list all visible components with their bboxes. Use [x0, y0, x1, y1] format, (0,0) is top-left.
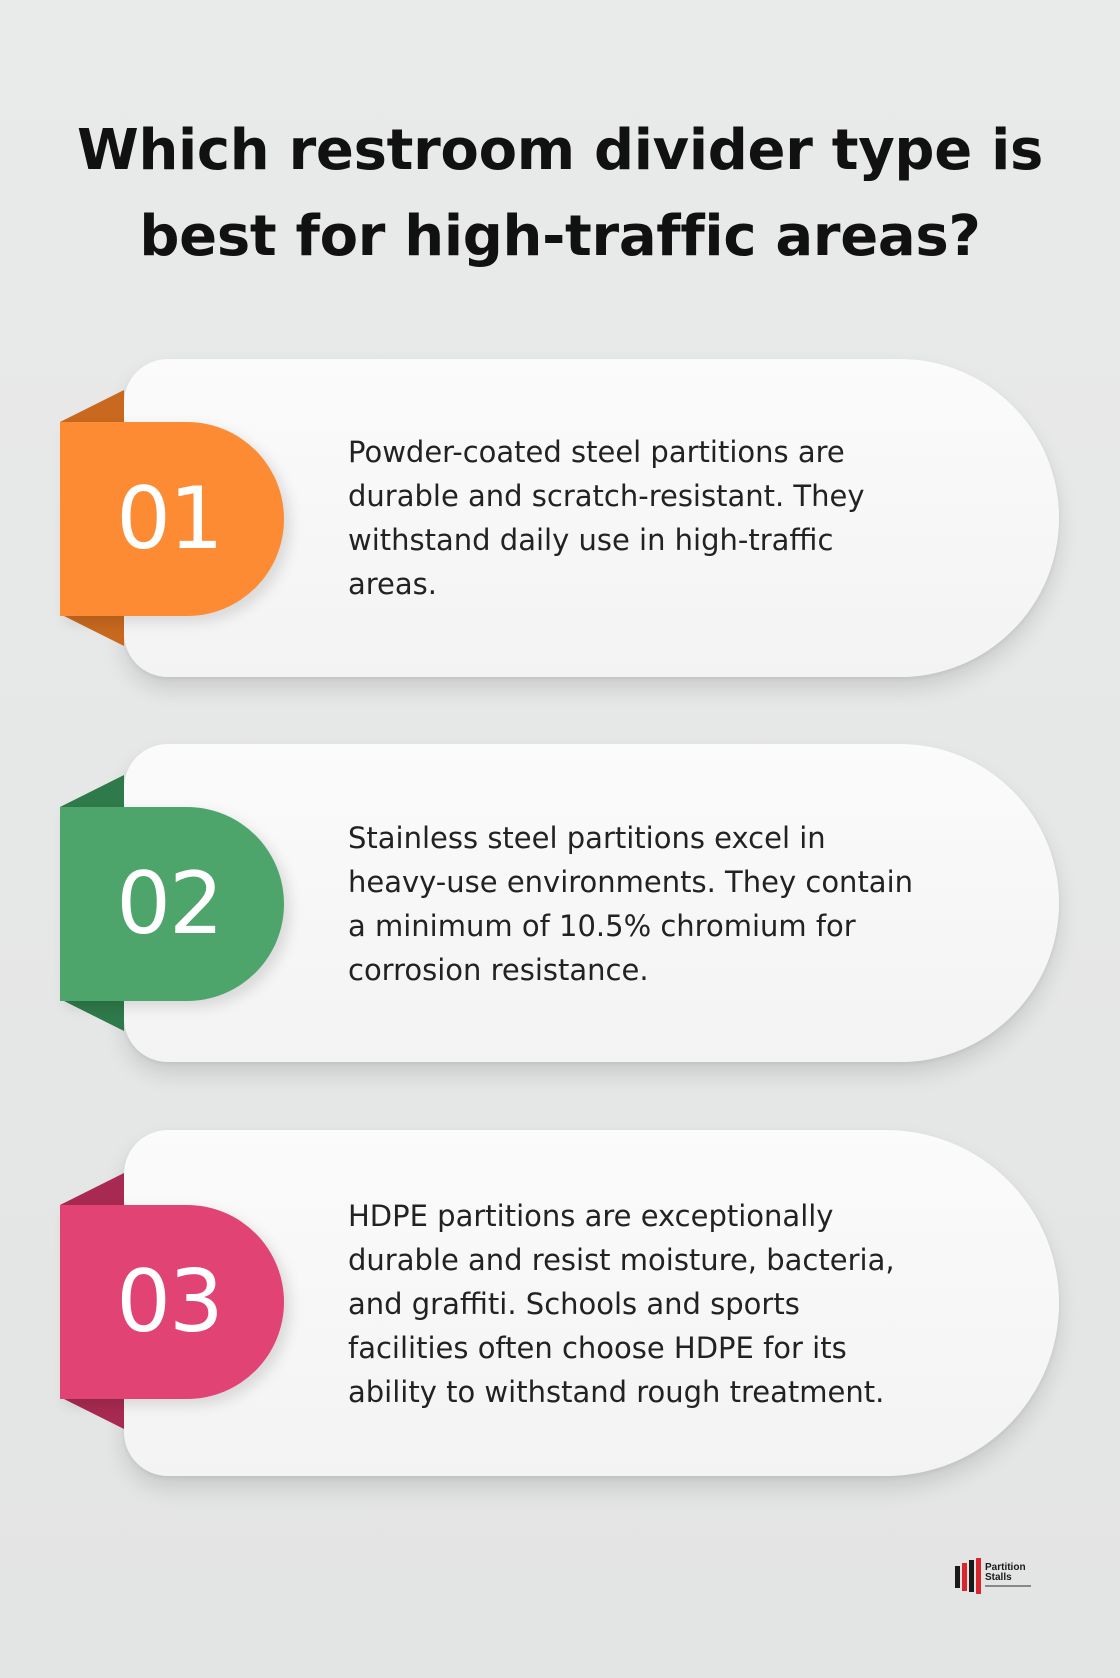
logo-tagline-bar — [985, 1585, 1031, 1587]
description-line: Powder-coated steel partitions are — [348, 435, 845, 469]
description-line: withstand daily use in high-traffic — [348, 523, 834, 557]
partition-stalls-logo-icon — [955, 1558, 981, 1598]
step-number-2: 02 — [116, 854, 222, 954]
title-line-1: Which restroom divider type is — [76, 118, 1044, 183]
step-number-3: 03 — [116, 1252, 222, 1352]
step-number-1: 01 — [116, 469, 222, 569]
description-line: corrosion resistance. — [348, 953, 649, 987]
title-line-2: best for high-traffic areas? — [139, 204, 981, 269]
description-line: and graffiti. Schools and sports — [348, 1287, 800, 1321]
item-description-3 — [348, 1194, 948, 1414]
description-line: a minimum of 10.5% chromium for — [348, 909, 856, 943]
logo-line-2: Stalls — [985, 1572, 1012, 1583]
description-line: durable and scratch-resistant. They — [348, 479, 865, 513]
step-badge-1 — [60, 422, 284, 616]
description-line: durable and resist moisture, bacteria, — [348, 1243, 895, 1277]
brand-logo — [955, 1556, 1035, 1596]
logo-line-1: Partition — [985, 1562, 1026, 1573]
item-description-2 — [348, 816, 948, 992]
description-line: heavy-use environments. They contain — [348, 865, 914, 899]
description-line: facilities often choose HDPE for its — [348, 1331, 847, 1365]
step-badge-2 — [60, 807, 284, 1001]
step-badge-3 — [60, 1205, 284, 1399]
item-description-1 — [348, 430, 948, 606]
description-line: areas. — [348, 567, 437, 601]
page-title — [0, 108, 1120, 280]
description-line: HDPE partitions are exceptionally — [348, 1199, 834, 1233]
logo-wordmark — [985, 1563, 1026, 1583]
description-line: Stainless steel partitions excel in — [348, 821, 826, 855]
description-line: ability to withstand rough treatment. — [348, 1375, 885, 1409]
